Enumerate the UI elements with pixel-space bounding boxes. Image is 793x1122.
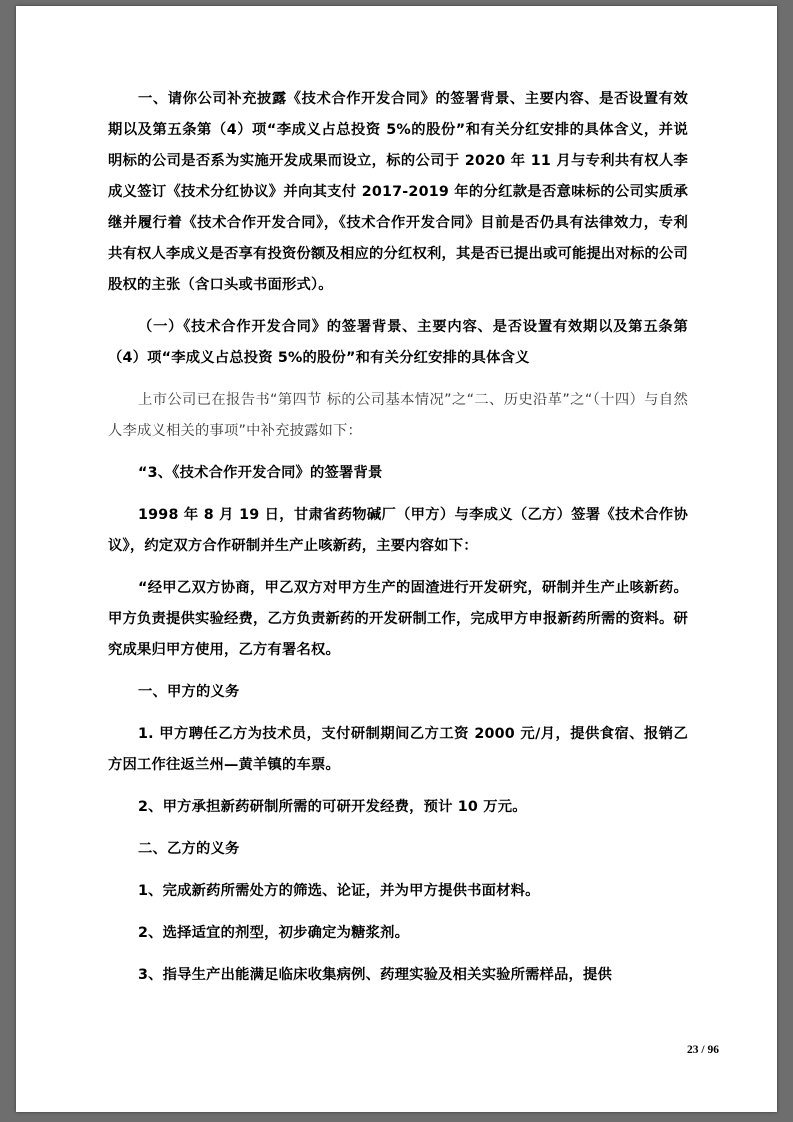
paragraph-1: 一、请你公司补充披露《技术合作开发合同》的签署背景、主要内容、是否设置有效期以及第五条第（4）项“李成义占总投资 5%的股份”和有关分红安排的具体含义，并说明标的公司是否系为实施开发成果而设立，标的公司于 2020 年 11 月与专利共有权人李成义签订《技术分红协议》并向其支付 2017-2019 年的分红款是否意味标的公司实质承继并履行着《技术合作开发合同》，《技术合作开发合同》目前是否仍具有法律效力，专利共有权人李成义是否享有投资份额及相应的分红权利，其是否已提出或可能提出对标的公司股权的主张（含口头或书面形式）。	[108, 91, 688, 293]
paragraph-3: 上市公司已在报告书“第四节 标的公司基本情况”之“二、历史沿革”之“（十四）与自然人李成义相关的事项”中补充披露如下：	[108, 392, 688, 439]
paragraph-4: “3、《技术合作开发合同》的签署背景	[138, 465, 383, 481]
document-body	[108, 84, 688, 1002]
paragraph-2: （一）《技术合作开发合同》的签署背景、主要内容、是否设置有效期以及第五条第（4）项“李成义占总投资 5%的股份”和有关分红安排的具体含义	[108, 319, 688, 366]
paragraph-6: “经甲乙双方协商，甲乙双方对甲方生产的固渣进行开发研究，研制并生产止咳新药。甲方负责提供实验经费，乙方负责新药的开发研制工作，完成甲方申报新药所需的资料。研究成果归甲方使用，乙方有署名权。	[108, 580, 688, 658]
page-number: 23 / 96	[687, 1044, 719, 1056]
paragraph-10: 二、乙方的义务	[138, 841, 240, 857]
paragraph-8: 1. 甲方聘任乙方为技术员，支付研制期间乙方工资 2000 元/月，提供食宿、报销乙方因工作往返兰州—黄羊镇的车票。	[108, 726, 688, 773]
paragraph-12: 2、选择适宜的剂型，初步确定为糖浆剂。	[138, 925, 410, 941]
document-page	[16, 6, 777, 1112]
paragraph-11: 1、完成新药所需处方的筛选、论证，并为甲方提供书面材料。	[138, 883, 540, 899]
paragraph-7: 一、甲方的义务	[138, 684, 240, 700]
paragraph-9: 2、甲方承担新药研制所需的可研开发经费，预计 10 万元。	[138, 799, 527, 815]
paragraph-5: 1998 年 8 月 19 日，甘肃省药物碱厂（甲方）与李成义（乙方）签署《技术合作协议》，约定双方合作研制并生产止咳新药，主要内容如下：	[108, 507, 688, 554]
paragraph-13: 3、指导生产出能满足临床收集病例、药理实验及相关实验所需样品，提供	[138, 967, 613, 983]
